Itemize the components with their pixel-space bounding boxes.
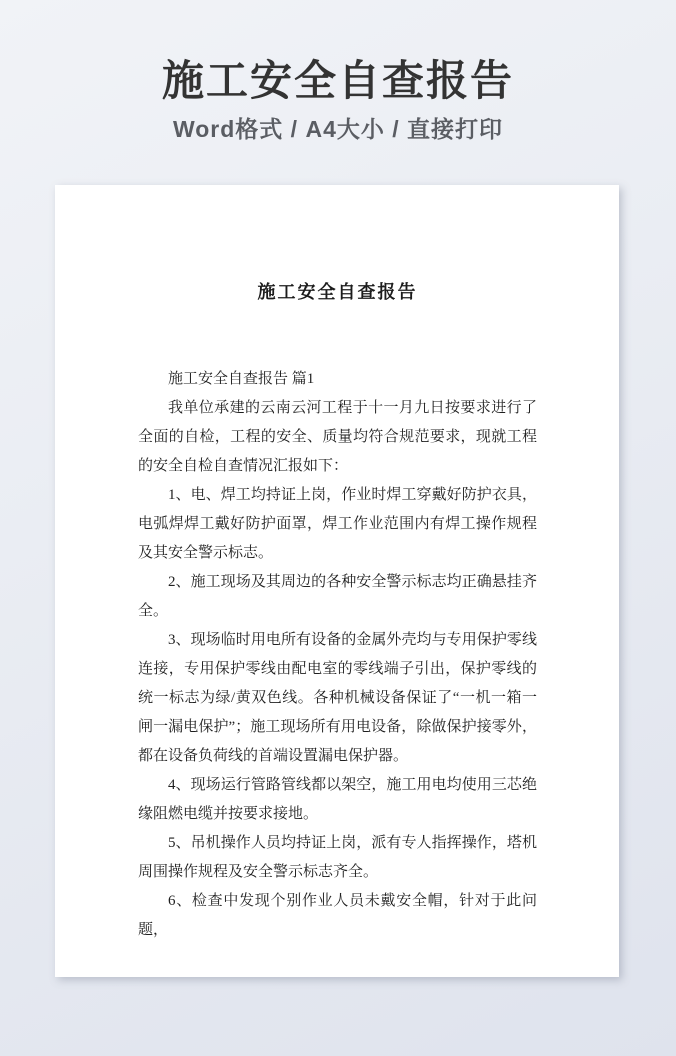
document-paragraph: 5、吊机操作人员均持证上岗，派有专人指挥操作，塔机周围操作规程及安全警示标志齐全。 [138,835,537,880]
banner-subtitle: Word格式 / A4大小 / 直接打印 [172,116,504,142]
document-paragraph: 6、检查中发现个别作业人员未戴安全帽，针对于此问题， [138,893,537,938]
banner [0,0,676,143]
document-paragraph: 2、施工现场及其周边的各种安全警示标志均正确悬挂齐全。 [138,574,537,619]
document-paragraph: 施工安全自查报告 篇1 [168,371,315,387]
document-title: 施工安全自查报告 [257,282,418,302]
document-paragraph: 3、现场临时用电所有设备的金属外壳均与专用保护零线连接，专用保护零线由配电室的零线端子引出，保护零线的统一标志为绿/黄双色线。各种机械设备保证了“一机一箱一闸一漏电保护”；施工现场所有用电设备，除做保护接零外，都在设备负荷线的首端设置漏电保护器。 [138,632,537,764]
document-paragraph: 4、现场运行管路管线都以架空，施工用电均使用三芯绝缘阻燃电缆并按要求接地。 [138,777,537,822]
banner-title: 施工安全自查报告 [161,57,514,104]
document-paragraph: 1、电、焊工均持证上岗，作业时焊工穿戴好防护衣具，电弧焊焊工戴好防护面罩，焊工作业范围内有焊工操作规程及其安全警示标志。 [138,487,537,561]
document-body [138,365,537,945]
document-paragraph: 我单位承建的云南云河工程于十一月九日按要求进行了全面的自检，工程的安全、质量均符合规范要求，现就工程的安全自检自查情况汇报如下： [138,400,537,474]
document-page [55,185,619,977]
